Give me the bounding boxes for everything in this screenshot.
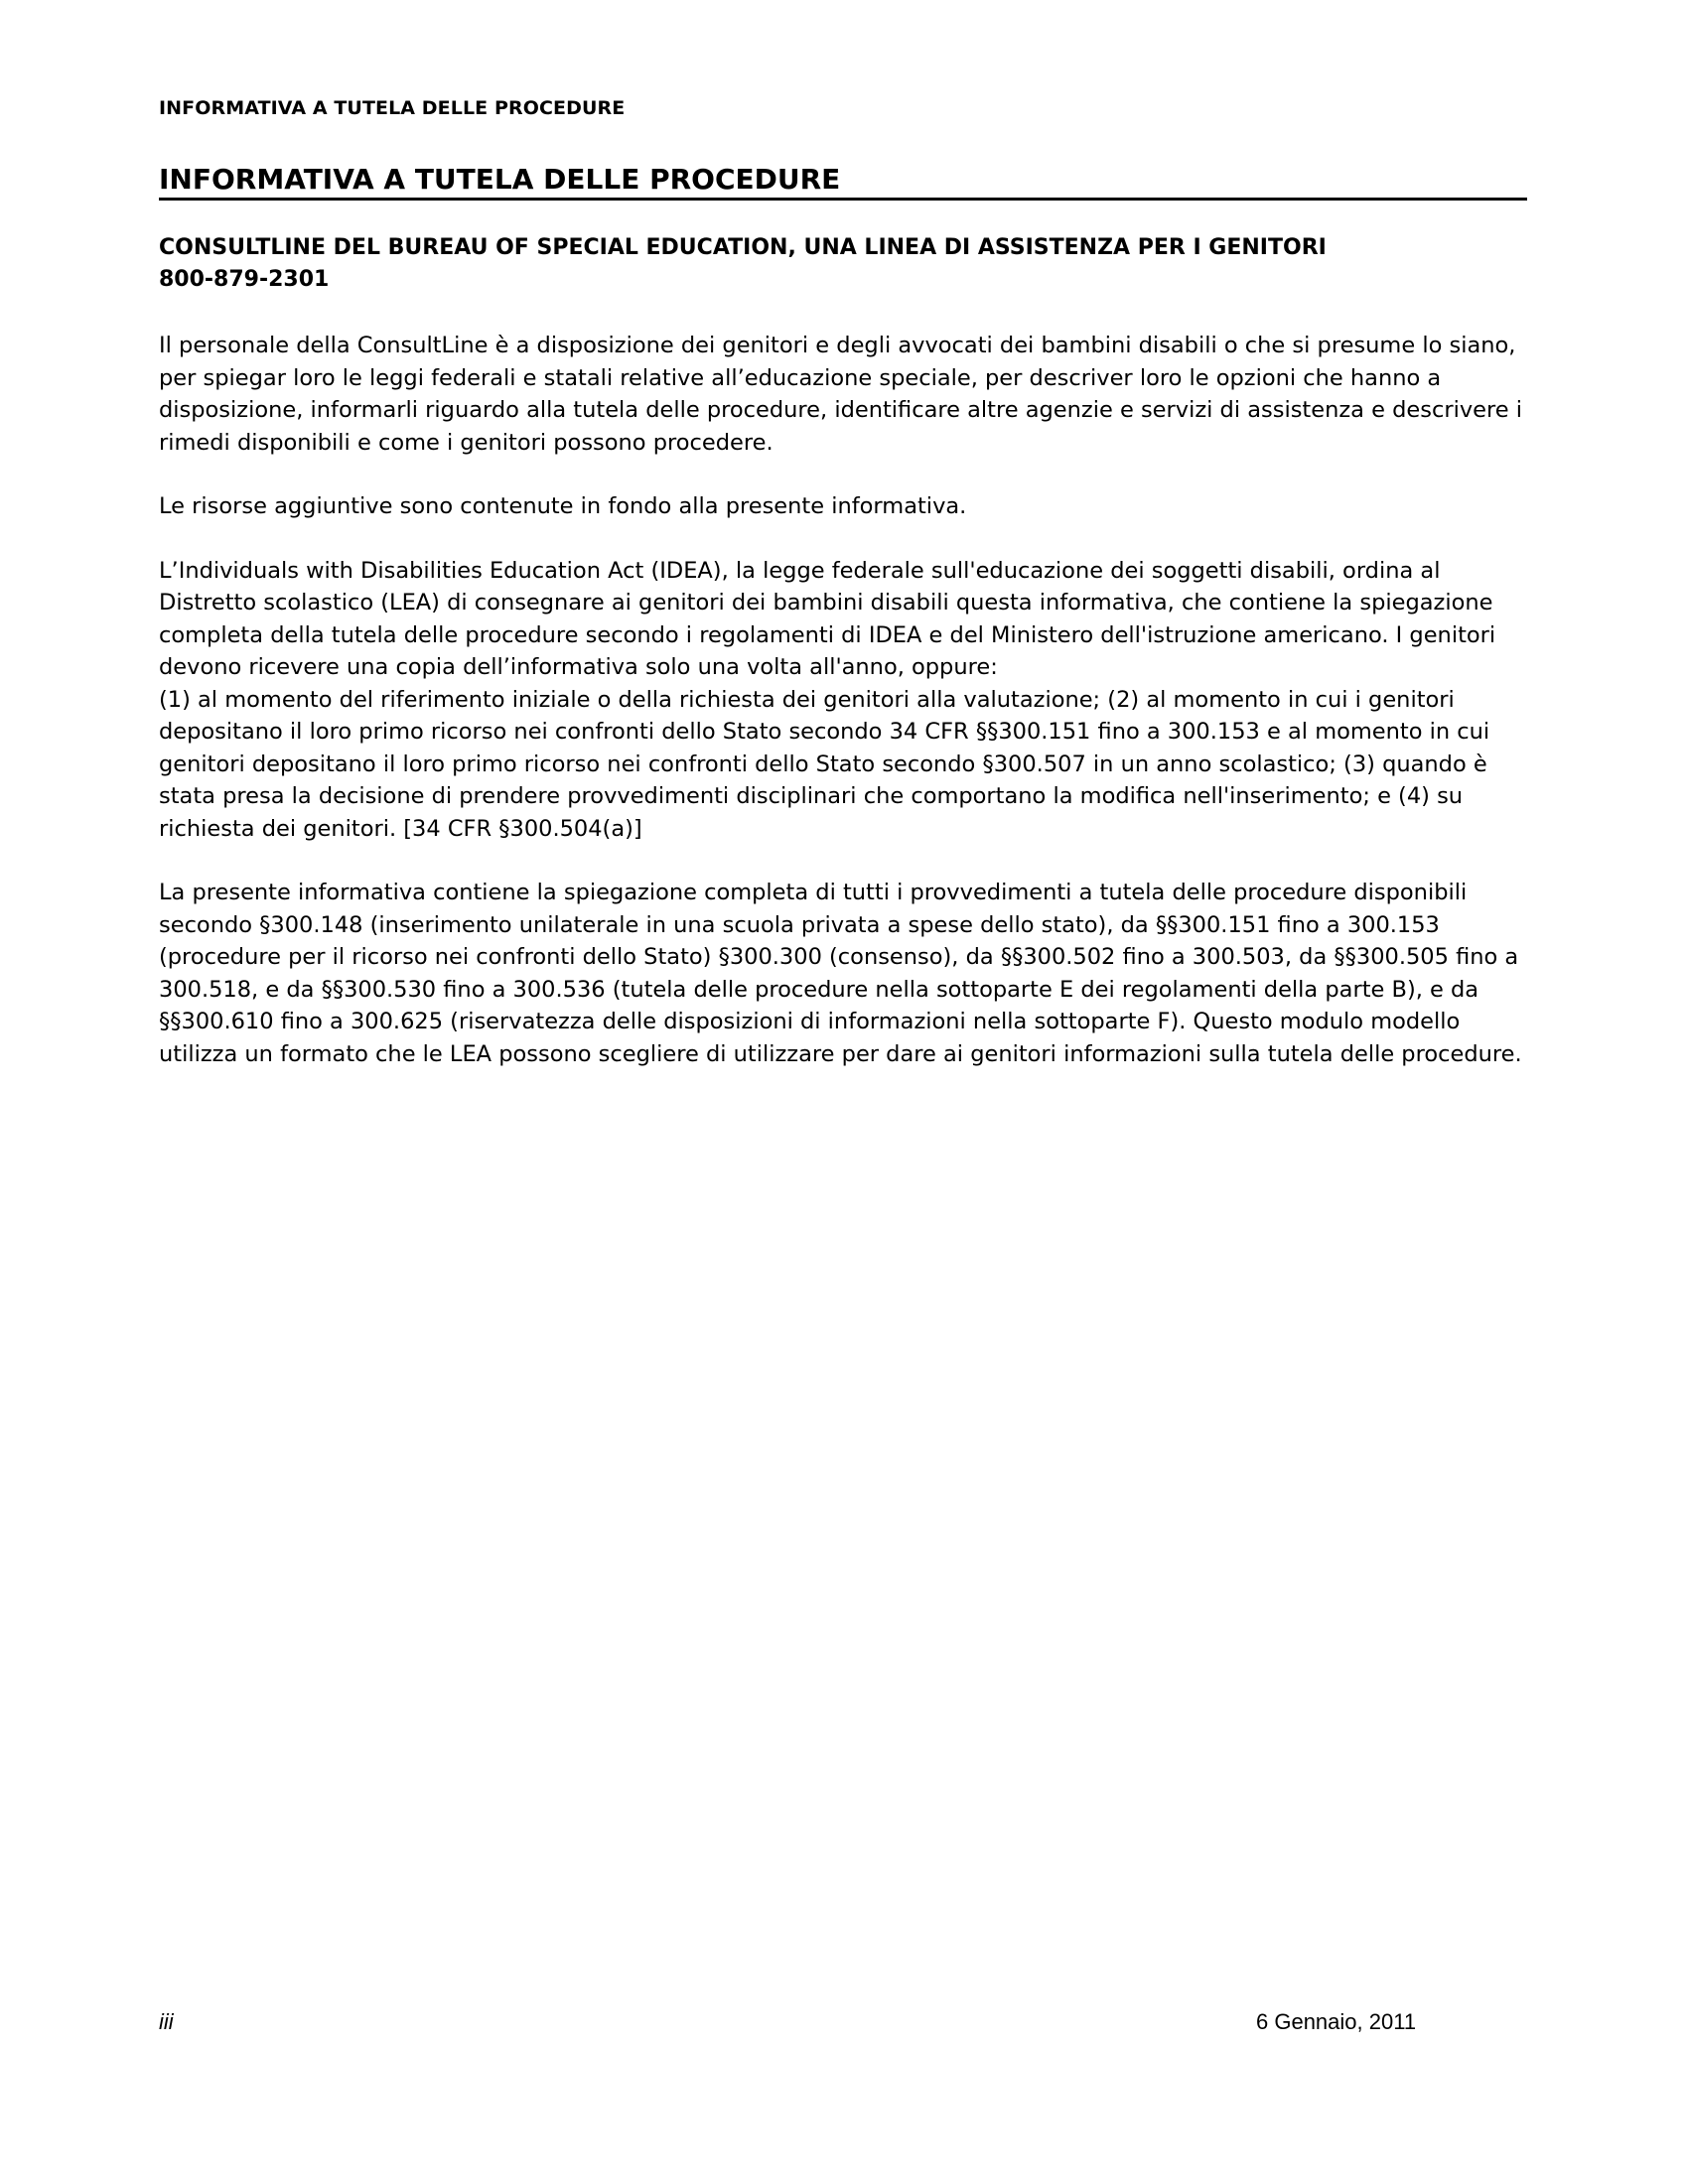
running-header: INFORMATIVA A TUTELA DELLE PROCEDURE bbox=[159, 97, 626, 119]
document-body bbox=[159, 330, 1537, 1102]
paragraph-full-explanation: La presente informativa contiene la spiegazione completa di tutti i provvedimenti a tutela delle procedure disponibili secondo §300.148 (inserimento unilaterale in una scuola privata a spese dello stato), da §§300.151 fino a 300.153 (procedure per il ricorso nei confronti dello Stato) §300.300 (consenso), da §§300.502 fino a 300.503, da §§300.505 fino a 300.518, e da §§300.530 fino a 300.536 (tutela delle procedure nella sottoparte E dei regolamenti della parte B), e da §§300.610 fino a 300.625 (riservatezza delle disposizioni di informazioni nella sottoparte F). Questo modulo modello utilizza un formato che le LEA possono scegliere di utilizzare per dare ai genitori informazioni sulla tutela delle procedure. bbox=[159, 880, 1522, 1067]
paragraph-consultline-staff: Il personale della ConsultLine è a disposizione dei genitori e degli avvocati dei bambini disabili o che si presume lo siano, per spiegar loro le leggi federali e statali relative all’educazione speciale, per descriver loro le opzioni che hanno a disposizione, informarli riguardo alla tutela delle procedure, identificare altre agenzie e servizi di assistenza e descrivere i rimedi disponibili e come i genitori possono procedere. bbox=[159, 333, 1522, 456]
page-number: iii bbox=[159, 2009, 174, 2034]
paragraph-idea-conditions: (1) al momento del riferimento iniziale o della richiesta dei genitori alla valutazione; (2) al momento in cui i genitori depositano il loro primo ricorso nei confronti dello Stato secondo 34 CFR §§300.151 fino a 300.153 e al momento in cui genitori depositano il loro primo ricorso nei confronti dello Stato secondo §300.507 in un anno scolastico; (3) quando è stata presa la decisione di prendere provvedimenti disciplinari che comportano la modifica nell'inserimento; e (4) su richiesta dei genitori. [34 CFR §300.504(a)] bbox=[159, 686, 1490, 842]
consultline-heading-text: CONSULTLINE DEL BUREAU OF SPECIAL EDUCATION, UNA LINEA DI ASSISTENZA PER I GENITORI bbox=[159, 235, 1327, 260]
paragraph-additional-resources: Le risorse aggiuntive sono contenute in fondo alla presente informativa. bbox=[159, 493, 967, 519]
consultline-phone-number: 800-879-2301 bbox=[159, 267, 330, 292]
paragraph-idea-intro: L’Individuals with Disabilities Education Act (IDEA), la legge federale sull'educazione dei soggetti disabili, ordina al Distretto scolastico (LEA) di consegnare ai genitori dei bambini disabili questa informativa, che contiene la spiegazione completa della tutela delle procedure secondo i regolamenti di IDEA e del Ministero dell'istruzione americano. I genitori devono ricevere una copia dell’informativa solo una volta all'anno, oppure: bbox=[159, 557, 1496, 680]
consultline-heading bbox=[159, 232, 1529, 296]
page-title: INFORMATIVA A TUTELA DELLE PROCEDURE bbox=[159, 163, 1527, 201]
footer-date: 6 Gennaio, 2011 bbox=[1256, 2009, 1417, 2034]
